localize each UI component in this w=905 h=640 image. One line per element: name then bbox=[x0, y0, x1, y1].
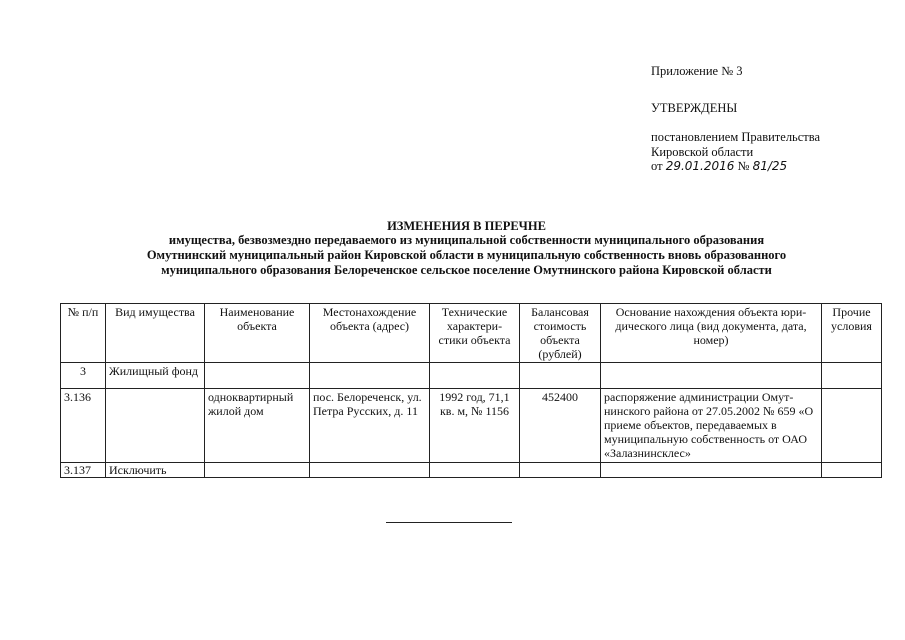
cell-other bbox=[822, 363, 882, 389]
document-subtitle-1: имущества, безвозмездно передаваемого из муниципальной собственности муниципального образования bbox=[168, 233, 765, 247]
cell-tech bbox=[430, 363, 520, 389]
cell-other bbox=[822, 389, 882, 463]
cell-name: одноквартирный жилой дом bbox=[205, 389, 310, 463]
cell-tech bbox=[430, 463, 520, 478]
header-num: № п/п bbox=[61, 304, 106, 363]
header-value: Балансовая стоимость объекта (рублей) bbox=[520, 304, 601, 363]
cell-kind: Исключить bbox=[106, 463, 205, 478]
cell-value bbox=[520, 463, 601, 478]
cell-num: 3 bbox=[61, 363, 106, 389]
cell-address bbox=[310, 463, 430, 478]
table-row bbox=[61, 389, 882, 463]
decree-date: 29.01.2016 bbox=[665, 159, 735, 173]
cell-basis bbox=[601, 363, 822, 389]
decree-block bbox=[651, 130, 820, 174]
cell-tech: 1992 год, 71,1 кв. м, № 1156 bbox=[430, 389, 520, 463]
decree-number: 81/25 bbox=[752, 159, 788, 173]
header-other: Прочие условия bbox=[822, 304, 882, 363]
document-subtitle-2: Омутнинский муниципальный район Кировской области в муниципальную собственность вновь образованного bbox=[146, 248, 787, 262]
decree-number-sign: № bbox=[737, 159, 750, 173]
cell-num: 3.137 bbox=[61, 463, 106, 478]
table-row bbox=[61, 463, 882, 478]
cell-num: 3.136 bbox=[61, 389, 106, 463]
cell-value: 452400 bbox=[520, 389, 601, 463]
cell-other bbox=[822, 463, 882, 478]
property-changes-table bbox=[60, 303, 882, 478]
approved-label: УТВЕРЖДЕНЫ bbox=[651, 101, 738, 115]
document-subtitle-3: муниципального образования Белореченское сельское поселение Омутнинского района Кировской области bbox=[161, 263, 772, 277]
cell-address bbox=[310, 363, 430, 389]
cell-value bbox=[520, 363, 601, 389]
closing-divider bbox=[386, 522, 512, 523]
cell-name bbox=[205, 363, 310, 389]
appendix-label: Приложение № 3 bbox=[651, 64, 743, 78]
cell-kind bbox=[106, 389, 205, 463]
header-kind: Вид имущества bbox=[106, 304, 205, 363]
header-name: Наименование объекта bbox=[205, 304, 310, 363]
decree-line-3 bbox=[651, 159, 820, 174]
cell-address: пос. Белореченск, ул. Петра Русских, д. 11 bbox=[310, 389, 430, 463]
header-basis: Основание нахождения объекта юри-дического лица (вид документа, дата, номер) bbox=[601, 304, 822, 363]
cell-name bbox=[205, 463, 310, 478]
table-header-row bbox=[61, 304, 882, 363]
decree-line-1: постановлением Правительства bbox=[651, 130, 821, 144]
decree-line-2: Кировской области bbox=[651, 144, 754, 159]
cell-kind: Жилищный фонд bbox=[106, 363, 205, 389]
cell-basis: распоряжение администрации Омут-нинского района от 27.05.2002 № 659 «О приеме объектов, передаваемых в муниципальную собственность от ОАО «Залазнинсклес» bbox=[601, 389, 822, 463]
cell-basis bbox=[601, 463, 822, 478]
header-address: Местонахождение объекта (адрес) bbox=[310, 304, 430, 363]
table-row bbox=[61, 363, 882, 389]
header-tech: Технические характери-стики объекта bbox=[430, 304, 520, 363]
document-title: ИЗМЕНЕНИЯ В ПЕРЕЧНЕ bbox=[387, 219, 546, 233]
decree-prefix: от bbox=[651, 159, 663, 173]
